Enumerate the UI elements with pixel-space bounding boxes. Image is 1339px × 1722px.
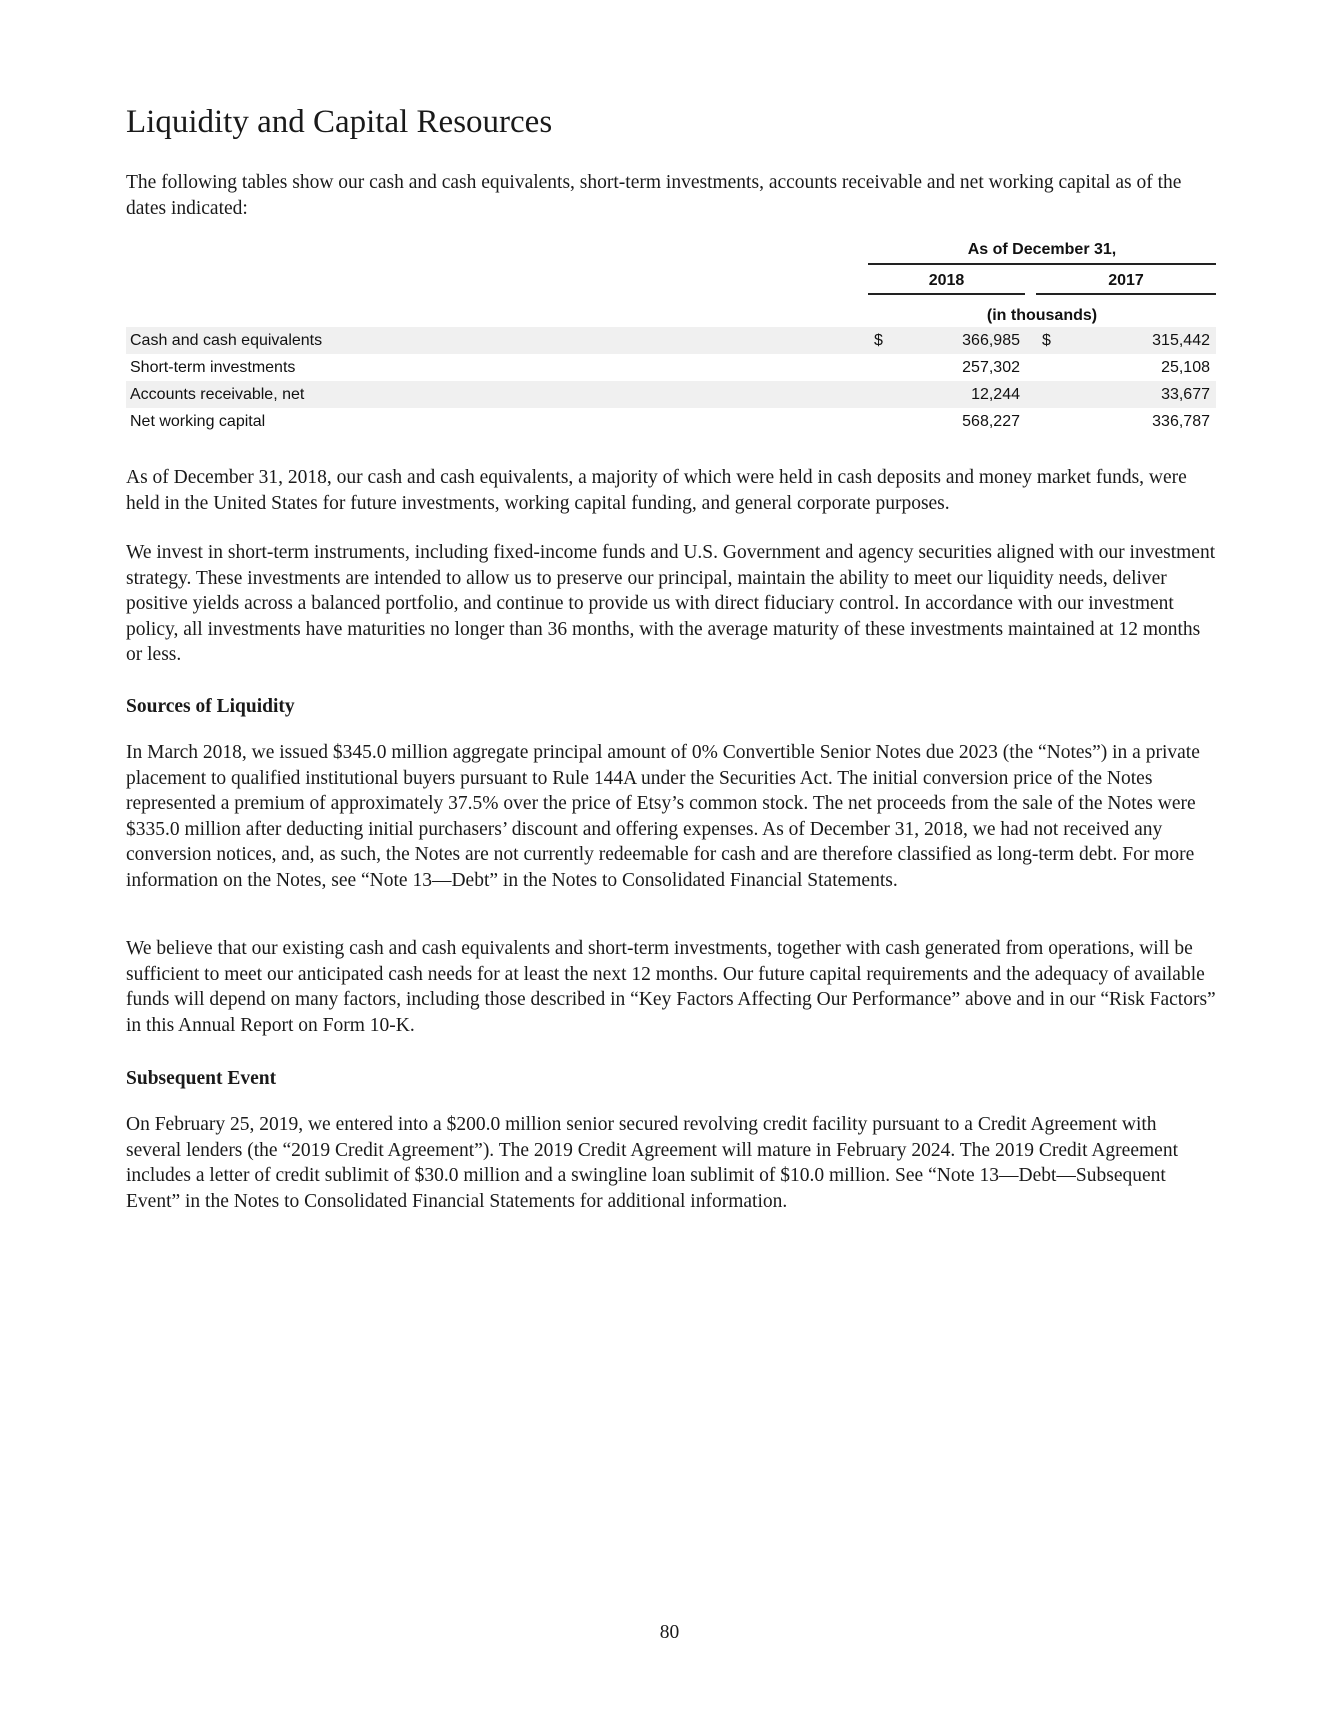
page-number: 80 <box>659 1622 680 1643</box>
sufficiency-paragraph: We believe that our existing cash and cash equivalents and short-term investments, together with cash generated from operations, will be sufficient to meet our anticipated cash needs for at least the next 12 months. Our future capital requirements and the adequacy of available funds will depend on many factors, including those described in “Key Factors Affecting Our Performance” above and in our “Risk Factors” in this Annual Report on Form 10-K. <box>126 938 1216 1036</box>
value-2017: 25,108 <box>1161 359 1210 376</box>
page-title: Liquidity and Capital Resources <box>126 104 553 140</box>
value-2017: 33,677 <box>1161 386 1210 403</box>
table-row <box>126 354 1216 381</box>
year-2017-header: 2017 <box>1108 272 1144 289</box>
currency-symbol: $ <box>874 332 883 349</box>
units-label: (in thousands) <box>986 307 1098 324</box>
year-2018-rule <box>868 293 1025 295</box>
table-row <box>126 408 1216 435</box>
credit-agreement-paragraph: On February 25, 2019, we entered into a $200.0 million senior secured revolving credit facility pursuant to a Credit Agreement with several lenders (the “2019 Credit Agreement”). The 2019 Credit Agreement will mature in February 2024. The 2019 Credit Agreement includes a letter of credit sublimit of $30.0 million and a swingline loan sublimit of $10.0 million. See “Note 13—Debt—Subsequent Event” in the Notes to Consolidated Financial Statements for additional information. <box>126 1114 1178 1212</box>
convertible-notes-paragraph: In March 2018, we issued $345.0 million aggregate principal amount of 0% Convertible Senior Notes due 2023 (the “Notes”) in a private placement to qualified institutional buyers pursuant to Rule 144A under the Securities Act. The initial conversion price of the Notes represented a premium of approximately 37.5% over the price of Etsy’s common stock. The net proceeds from the sale of the Notes were $335.0 million after deducting initial purchasers’ discount and offering expenses. As of December 31, 2018, we had not received any conversion notices, and, as such, the Notes are not currently redeemable for cash and are therefore classified as long-term debt. For more information on the Notes, see “Note 13—Debt” in the Notes to Consolidated Financial Statements. <box>126 742 1200 891</box>
header-rule <box>868 263 1216 265</box>
value-2018: 568,227 <box>962 413 1020 430</box>
year-2017-rule <box>1036 293 1216 295</box>
period-header: As of December 31, <box>967 241 1117 258</box>
row-label: Net working capital <box>130 413 266 430</box>
table-row <box>126 327 1216 354</box>
cash-holdings-paragraph: As of December 31, 2018, our cash and cash equivalents, a majority of which were held in cash deposits and money market funds, were held in the United States for future investments, working capital funding, and general corporate purposes. <box>126 467 1187 514</box>
row-label: Short-term investments <box>130 359 296 376</box>
year-2018-header: 2018 <box>928 272 965 289</box>
table-row <box>126 381 1216 408</box>
investment-policy-paragraph: We invest in short-term instruments, including fixed-income funds and U.S. Government and agency securities aligned with our investment strategy. These investments are intended to allow us to preserve our principal, maintain the ability to meet our liquidity needs, deliver positive yields across a balanced portfolio, and continue to provide us with direct fiduciary control. In accordance with our investment policy, all investments have maturities no longer than 36 months, with the average maturity of these investments maintained at 12 months or less. <box>126 542 1216 665</box>
currency-symbol: $ <box>1042 332 1051 349</box>
value-2018: 257,302 <box>962 359 1020 376</box>
document-page <box>126 100 1216 1212</box>
subsequent-event-heading: Subsequent Event <box>126 1068 277 1089</box>
intro-paragraph: The following tables show our cash and cash equivalents, short-term investments, accounts receivable and net working capital as of the dates indicated: <box>126 172 1182 219</box>
value-2018: 366,985 <box>962 332 1020 349</box>
row-label: Cash and cash equivalents <box>130 332 323 349</box>
value-2017: 336,787 <box>1152 413 1210 430</box>
sources-of-liquidity-heading: Sources of Liquidity <box>126 696 295 717</box>
row-label: Accounts receivable, net <box>130 386 305 403</box>
value-2017: 315,442 <box>1152 332 1210 349</box>
value-2018: 12,244 <box>971 386 1020 403</box>
